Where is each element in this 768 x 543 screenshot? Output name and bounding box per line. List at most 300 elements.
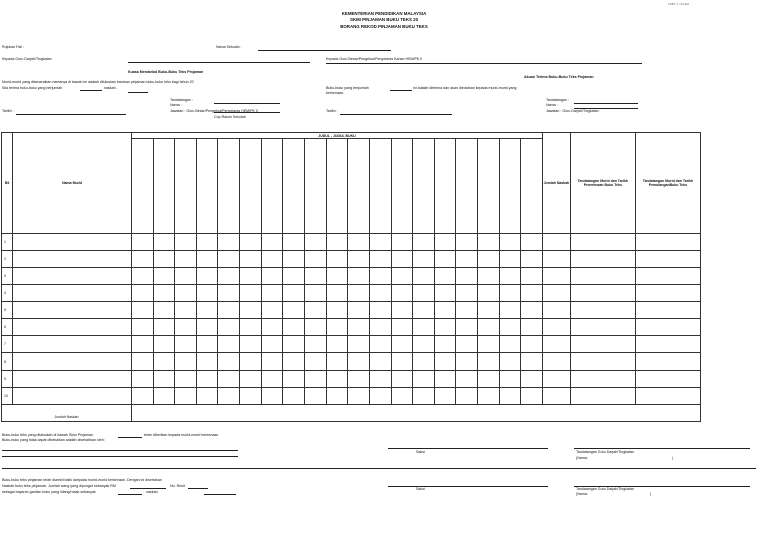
row-cell[interactable] [391,285,413,302]
row-cell[interactable] [570,319,635,336]
row-cell[interactable] [326,233,348,250]
row-cell[interactable] [240,353,262,370]
row-cell[interactable] [283,302,305,319]
row-cell[interactable] [305,267,327,284]
row-cell[interactable] [635,302,700,319]
row-cell[interactable] [348,353,370,370]
row-cell[interactable] [635,336,700,353]
header-ministry: KEMENTERIAN PENDIDIKAN MALAYSIA [341,11,427,16]
row-bil: 8 [2,353,13,370]
row-cell[interactable] [570,336,635,353]
row-cell[interactable] [413,353,435,370]
row-cell[interactable] [369,250,391,267]
row-bil: 7 [2,336,13,353]
right-buku-text2: ini adalah diterima dan akan diedarkan kepada murid-murid yang [413,86,517,90]
book-col[interactable] [348,139,370,234]
left-nama-field[interactable] [214,112,280,113]
row-cell[interactable] [456,250,478,267]
row-cell[interactable] [240,233,262,250]
book-col[interactable] [391,139,413,234]
row-cell[interactable] [218,233,240,250]
row-cell[interactable] [218,353,240,370]
row-cell[interactable] [326,387,348,404]
row-cell[interactable] [348,302,370,319]
row-cell[interactable] [478,302,500,319]
row-cell[interactable] [521,370,543,387]
row-cell[interactable] [153,370,175,387]
book-col[interactable] [196,139,218,234]
row-cell[interactable] [283,285,305,302]
row-cell[interactable] [348,387,370,404]
row-cell[interactable] [456,267,478,284]
row-cell[interactable] [478,370,500,387]
row-cell[interactable] [391,387,413,404]
row-cell[interactable] [635,267,700,284]
header-form-title: BORANG REKOD PINJAMAN BUKU TEKS [340,24,428,29]
row-cell[interactable] [348,336,370,353]
row-cell[interactable] [240,319,262,336]
row-cell[interactable] [283,233,305,250]
row-cell[interactable] [434,336,456,353]
row-nama-murid[interactable] [13,285,132,302]
row-cell[interactable] [521,353,543,370]
row-cell[interactable] [521,250,543,267]
row-cell[interactable] [391,336,413,353]
row-cell[interactable] [131,387,153,404]
row-cell[interactable] [635,319,700,336]
row-cell[interactable] [391,302,413,319]
row-cell[interactable] [543,285,571,302]
row-cell[interactable] [413,267,435,284]
nama-sekolah-field[interactable] [258,50,391,51]
row-cell[interactable] [218,302,240,319]
row-cell[interactable] [478,233,500,250]
row-cell[interactable] [369,387,391,404]
table-row [2,250,701,267]
row-cell[interactable] [369,353,391,370]
row-cell[interactable] [348,319,370,336]
row-cell[interactable] [348,250,370,267]
row-cell[interactable] [348,370,370,387]
row-cell[interactable] [305,353,327,370]
row-cell[interactable] [413,302,435,319]
row-cell[interactable] [131,285,153,302]
right-berkenaan: berkenaan. [326,91,344,95]
row-cell[interactable] [348,267,370,284]
row-cell[interactable] [175,387,197,404]
row-cell[interactable] [196,387,218,404]
row-cell[interactable] [391,233,413,250]
row-cell[interactable] [218,370,240,387]
row-cell[interactable] [499,302,521,319]
row-cell[interactable] [326,250,348,267]
left-cop: Cop Rasmi Sekolah [214,115,246,119]
row-cell[interactable] [153,336,175,353]
row-cell[interactable] [413,336,435,353]
row-cell[interactable] [131,319,153,336]
bottom2-extra-field[interactable] [204,494,236,495]
row-cell[interactable] [635,387,700,404]
row-cell[interactable] [218,387,240,404]
row-cell[interactable] [240,250,262,267]
row-cell[interactable] [478,285,500,302]
row-cell[interactable] [521,319,543,336]
row-cell[interactable] [261,267,283,284]
right-akuan-title: Akuan Terima Buku-Buku Teks Pinjaman [524,75,594,79]
row-cell[interactable] [570,250,635,267]
book-col[interactable] [521,139,543,234]
book-col[interactable] [326,139,348,234]
right-tandatangan: Tandatangan : [546,98,569,102]
left-naskah: naskah. [104,86,117,90]
row-cell[interactable] [434,267,456,284]
row-cell[interactable] [456,302,478,319]
row-cell[interactable] [261,285,283,302]
row-cell[interactable] [305,387,327,404]
row-cell[interactable] [391,353,413,370]
row-cell[interactable] [369,370,391,387]
right-tandatangan-field[interactable] [574,103,638,104]
row-cell[interactable] [543,233,571,250]
row-cell[interactable] [499,353,521,370]
row-cell[interactable] [543,336,571,353]
row-cell[interactable] [456,233,478,250]
row-cell[interactable] [175,285,197,302]
row-cell[interactable] [283,370,305,387]
row-cell[interactable] [283,267,305,284]
book-col[interactable] [261,139,283,234]
row-cell[interactable] [434,370,456,387]
row-cell[interactable] [478,319,500,336]
label-nama-sekolah: Nama Sekolah : [216,45,242,49]
row-cell[interactable] [283,353,305,370]
row-cell[interactable] [456,336,478,353]
row-cell[interactable] [326,285,348,302]
guru1-nama: (Nama: [576,456,588,460]
row-cell[interactable] [218,267,240,284]
book-col[interactable] [369,139,391,234]
row-cell[interactable] [240,267,262,284]
row-cell[interactable] [391,370,413,387]
row-cell[interactable] [521,302,543,319]
row-cell[interactable] [261,336,283,353]
book-col[interactable] [478,139,500,234]
row-cell[interactable] [521,285,543,302]
row-cell[interactable] [153,267,175,284]
row-cell[interactable] [478,387,500,404]
row-cell[interactable] [196,267,218,284]
row-bil: 2 [2,250,13,267]
row-cell[interactable] [196,319,218,336]
row-cell[interactable] [570,233,635,250]
row-cell[interactable] [434,233,456,250]
row-cell[interactable] [413,233,435,250]
row-cell[interactable] [131,370,153,387]
row-cell[interactable] [369,302,391,319]
label-rujukan-fail: Rujukan Fail : [2,45,24,49]
bottom1-separator [2,468,756,469]
row-cell[interactable] [391,319,413,336]
book-col[interactable] [240,139,262,234]
row-cell[interactable] [456,285,478,302]
book-col[interactable] [499,139,521,234]
row-cell[interactable] [240,336,262,353]
bottom1-reason-line2[interactable] [2,456,238,457]
row-cell[interactable] [478,267,500,284]
row-nama-murid[interactable] [13,370,132,387]
row-cell[interactable] [543,302,571,319]
row-cell[interactable] [434,387,456,404]
row-cell[interactable] [413,370,435,387]
book-col[interactable] [175,139,197,234]
row-cell[interactable] [413,250,435,267]
table-row [2,336,701,353]
right-tarikh-field[interactable] [340,114,452,115]
left-tarikh: Tarikh : [2,109,14,113]
book-col[interactable] [305,139,327,234]
row-cell[interactable] [240,387,262,404]
row-cell[interactable] [543,370,571,387]
row-cell[interactable] [218,250,240,267]
row-cell[interactable] [196,336,218,353]
row-cell[interactable] [326,370,348,387]
row-cell[interactable] [196,285,218,302]
row-cell[interactable] [261,370,283,387]
row-cell[interactable] [478,336,500,353]
row-cell[interactable] [543,387,571,404]
row-cell[interactable] [175,250,197,267]
row-cell[interactable] [635,370,700,387]
row-cell[interactable] [175,302,197,319]
row-cell[interactable] [543,319,571,336]
row-cell[interactable] [434,302,456,319]
table-row [2,370,701,387]
row-cell[interactable] [434,319,456,336]
table-row [2,302,701,319]
row-cell[interactable] [456,370,478,387]
row-cell[interactable] [261,387,283,404]
row-cell[interactable] [131,233,153,250]
row-cell[interactable] [283,250,305,267]
bottom2-resit-field[interactable] [188,488,208,489]
row-cell[interactable] [570,285,635,302]
row-cell[interactable] [570,370,635,387]
row-cell[interactable] [521,233,543,250]
row-cell[interactable] [196,353,218,370]
row-cell[interactable] [570,267,635,284]
row-cell[interactable] [175,353,197,370]
bottom2-naskah-field[interactable] [118,494,142,495]
row-cell[interactable] [369,285,391,302]
book-col[interactable] [218,139,240,234]
row-cell[interactable] [131,302,153,319]
row-cell[interactable] [499,336,521,353]
row-cell[interactable] [391,267,413,284]
row-cell[interactable] [240,285,262,302]
row-nama-murid[interactable] [13,267,132,284]
row-cell[interactable] [196,370,218,387]
row-cell[interactable] [261,302,283,319]
row-cell[interactable] [305,233,327,250]
row-cell[interactable] [543,353,571,370]
row-cell[interactable] [305,285,327,302]
row-cell[interactable] [499,267,521,284]
row-cell[interactable] [175,370,197,387]
row-cell[interactable] [305,370,327,387]
row-cell[interactable] [348,233,370,250]
row-cell[interactable] [175,267,197,284]
row-cell[interactable] [478,250,500,267]
row-cell[interactable] [434,285,456,302]
row-cell[interactable] [305,319,327,336]
row-cell[interactable] [413,319,435,336]
row-cell[interactable] [478,353,500,370]
left-tarikh-field[interactable] [16,114,126,115]
row-cell[interactable] [456,387,478,404]
row-cell[interactable] [499,233,521,250]
row-cell[interactable] [131,267,153,284]
bottom1-field[interactable] [118,437,142,438]
book-col[interactable] [153,139,175,234]
row-cell[interactable] [261,233,283,250]
row-cell[interactable] [570,353,635,370]
row-cell[interactable] [499,387,521,404]
row-bil: 9 [2,370,13,387]
row-cell[interactable] [521,387,543,404]
row-cell[interactable] [153,285,175,302]
row-cell[interactable] [570,387,635,404]
row-cell[interactable] [261,250,283,267]
row-nama-murid[interactable] [13,353,132,370]
row-bil: 6 [2,319,13,336]
row-cell[interactable] [175,233,197,250]
bottom2-rm-field[interactable] [130,488,166,489]
row-cell[interactable] [131,250,153,267]
guru1-sign-line[interactable] [574,448,750,449]
row-cell[interactable] [521,336,543,353]
row-cell[interactable] [153,250,175,267]
book-record-table [1,132,701,422]
row-cell[interactable] [369,233,391,250]
guru2-nama: (Nama: [576,492,588,496]
row-cell[interactable] [283,319,305,336]
footer-cells[interactable] [131,404,700,421]
row-cell[interactable] [175,336,197,353]
row-cell[interactable] [326,336,348,353]
row-cell[interactable] [434,250,456,267]
row-cell[interactable] [434,353,456,370]
left-tandatangan-field[interactable] [214,103,280,104]
row-cell[interactable] [240,302,262,319]
saksi1-sign-line[interactable] [388,448,548,449]
left-sila-text: Sila terima buku-buku yang berjumlah [2,86,63,90]
row-cell[interactable] [521,267,543,284]
row-cell[interactable] [218,336,240,353]
row-cell[interactable] [456,319,478,336]
row-cell[interactable] [261,353,283,370]
row-cell[interactable] [305,302,327,319]
row-cell[interactable] [131,336,153,353]
row-cell[interactable] [543,267,571,284]
row-cell[interactable] [196,302,218,319]
row-cell[interactable] [499,319,521,336]
right-divider [326,63,642,64]
row-cell[interactable] [218,319,240,336]
row-cell[interactable] [543,250,571,267]
row-cell[interactable] [153,387,175,404]
row-cell[interactable] [635,250,700,267]
table-row [2,267,701,284]
row-cell[interactable] [283,387,305,404]
row-cell[interactable] [499,250,521,267]
row-cell[interactable] [369,319,391,336]
row-nama-murid[interactable] [13,302,132,319]
guru2-label: Tandatangan Guru Darjah/Tingkatan [576,487,635,491]
book-col[interactable] [413,139,435,234]
left-jumlah-field[interactable] [80,90,102,91]
saksi2-sign-line[interactable] [388,486,548,487]
row-cell[interactable] [635,353,700,370]
row-nama-murid[interactable] [13,233,132,250]
row-cell[interactable] [218,285,240,302]
row-cell[interactable] [326,302,348,319]
row-cell[interactable] [153,319,175,336]
book-col[interactable] [283,139,305,234]
row-cell[interactable] [153,233,175,250]
row-cell[interactable] [456,353,478,370]
row-cell[interactable] [240,370,262,387]
row-jumlah-naskah-footer: Jumlah Naskah [2,404,132,421]
row-cell[interactable] [196,233,218,250]
row-cell[interactable] [635,285,700,302]
row-cell[interactable] [570,302,635,319]
header-scheme: SKIM PINJAMAN BUKU TEKS 20 [349,17,419,22]
row-cell[interactable] [305,336,327,353]
row-nama-murid[interactable] [13,336,132,353]
row-nama-murid[interactable] [13,319,132,336]
row-cell[interactable] [369,336,391,353]
row-cell[interactable] [499,370,521,387]
bottom1-reason-line1[interactable] [2,450,238,451]
row-nama-murid[interactable] [13,250,132,267]
row-cell[interactable] [261,319,283,336]
row-cell[interactable] [196,250,218,267]
row-cell[interactable] [131,353,153,370]
row-cell[interactable] [153,302,175,319]
right-nama-field[interactable] [574,108,638,109]
row-cell[interactable] [326,267,348,284]
row-cell[interactable] [153,353,175,370]
row-cell[interactable] [413,285,435,302]
row-nama-murid[interactable] [13,387,132,404]
row-cell[interactable] [369,267,391,284]
right-jumlah-field[interactable] [390,90,412,91]
row-cell[interactable] [413,387,435,404]
row-cell[interactable] [175,319,197,336]
book-col[interactable] [131,139,153,234]
book-col[interactable] [456,139,478,234]
row-cell[interactable] [305,250,327,267]
row-cell[interactable] [348,285,370,302]
row-cell[interactable] [326,319,348,336]
row-cell[interactable] [326,353,348,370]
row-cell[interactable] [391,250,413,267]
row-cell[interactable] [283,336,305,353]
book-col[interactable] [434,139,456,234]
bottom2-no-resit: No. Resit [170,484,185,488]
row-cell[interactable] [499,285,521,302]
row-cell[interactable] [635,233,700,250]
